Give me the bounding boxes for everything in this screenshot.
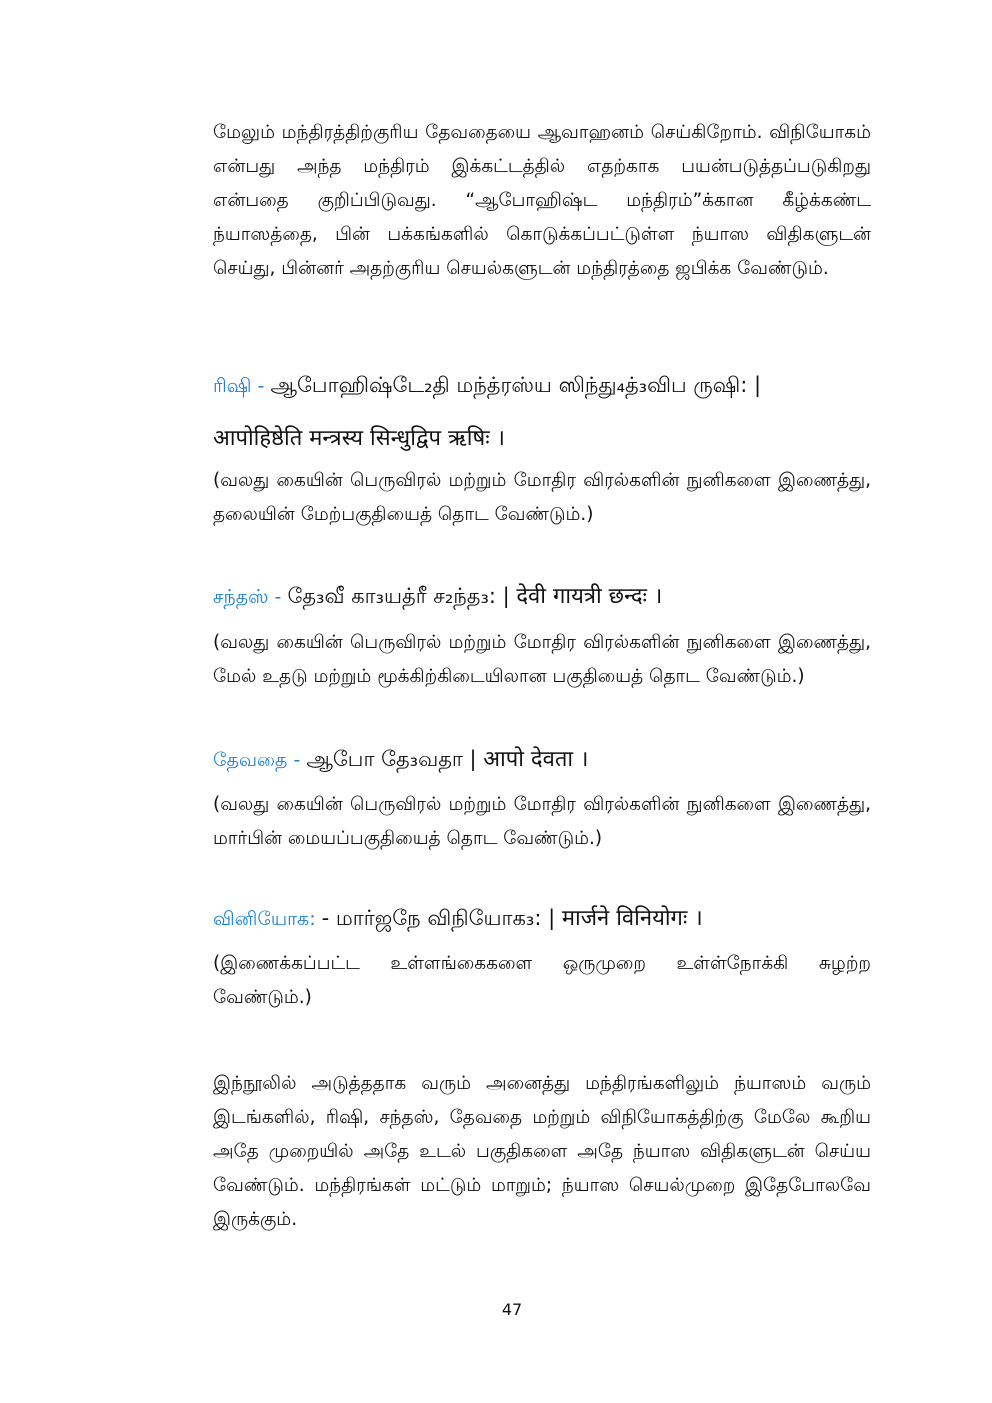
closing-paragraph: இந்நூலில் அடுத்ததாக வரும் அனைத்து மந்திரங்களிலும் ந்யாஸம் வரும் இடங்களில், ரிஷி, சந்தஸ், தேவதை மற்றும் விநியோகத்திற்கு மேலே கூறிய அதே முறையில் அதே உடல் பகுதிகளை அதே ந்யாஸ விதிகளுடன் செய்ய வேண்டும். மந்திரங்கள் மட்டும் மாறும்; ந்யாஸ செயல்முறை இதேபோலவே இருக்கும். <box>213 1073 871 1230</box>
devata-line <box>213 742 873 777</box>
viniyoga-instruction: (இணைக்கப்பட்ட உள்ளங்கைகளை ஒருமுறை உள்ள்நோக்கி சுழற்ற வேண்டும்.) <box>213 953 871 1008</box>
devata-tamil: ஆபோ தே₃வதா | <box>306 747 484 771</box>
intro-paragraph: மேலும் மந்திரத்திற்குரிய தேவதையை ஆவாஹனம் செய்கிறோம். விநியோகம் என்பது அந்த மந்திரம் இக்கட்டத்தில் எதற்காக பயன்படுத்தப்படுகிறது என்பதை குறிப்பிடுவது. “ஆபோஹிஷ்ட மந்திரம்”க்கான கீழ்க்கண்ட ந்யாஸத்தை, பின் பக்கங்களில் கொடுக்கப்பட்டுள்ள ந்யாஸ விதிகளுடன் செய்து, பின்னர் அதற்குரிய செயல்களுடன் மந்திரத்தை ஜபிக்க வேண்டும். <box>213 122 871 279</box>
rishi-tamil: ஆபோஹிஷ்டே₂தி மந்த்ரஸ்ய ஸிந்து₄த்₃விப ருஷி: | <box>270 373 762 397</box>
rishi-sanskrit: आपोहिष्ठेति मन्त्रस्य सिन्धुद्विप ऋषिः । <box>213 426 505 451</box>
chandas-tamil: தே₃வீ கா₃யத்ரீ ச₂ந்த₃: | <box>287 584 517 608</box>
viniyoga-label: வினியோக: <box>213 908 322 930</box>
rishi-instruction: (வலது கையின் பெருவிரல் மற்றும் மோதிர விரல்களின் நுனிகளை இணைத்து, தலையின் மேற்பகுதியைத் தொட வேண்டும்.) <box>213 470 871 525</box>
page-number: 47 <box>501 1300 523 1319</box>
chandas-line <box>213 579 873 614</box>
chandas-sanskrit: देवी गायत्री छन्दः । <box>516 584 663 609</box>
chandas-label: சந்தஸ் - <box>213 586 288 608</box>
rishi-line <box>213 368 873 403</box>
rishi-label: ரிஷி - <box>213 375 271 397</box>
devata-instruction: (வலது கையின் பெருவிரல் மற்றும் மோதிர விரல்களின் நுனிகளை இணைத்து, மார்பின் மையப்பகுதியைத் தொட வேண்டும்.) <box>213 794 871 849</box>
viniyoga-sanskrit: मार्जने विनियोगः । <box>561 906 703 931</box>
viniyoga-line <box>213 901 873 936</box>
devata-sanskrit: आपो देवता । <box>483 747 589 772</box>
devata-label: தேவதை - <box>213 749 307 771</box>
chandas-instruction: (வலது கையின் பெருவிரல் மற்றும் மோதிர விரல்களின் நுனிகளை இணைத்து, மேல் உதடு மற்றும் மூக்கிற்கிடையிலான பகுதியைத் தொட வேண்டும்.) <box>213 632 871 687</box>
viniyoga-tamil: - மார்ஜநே விநியோக₃: | <box>321 906 562 930</box>
